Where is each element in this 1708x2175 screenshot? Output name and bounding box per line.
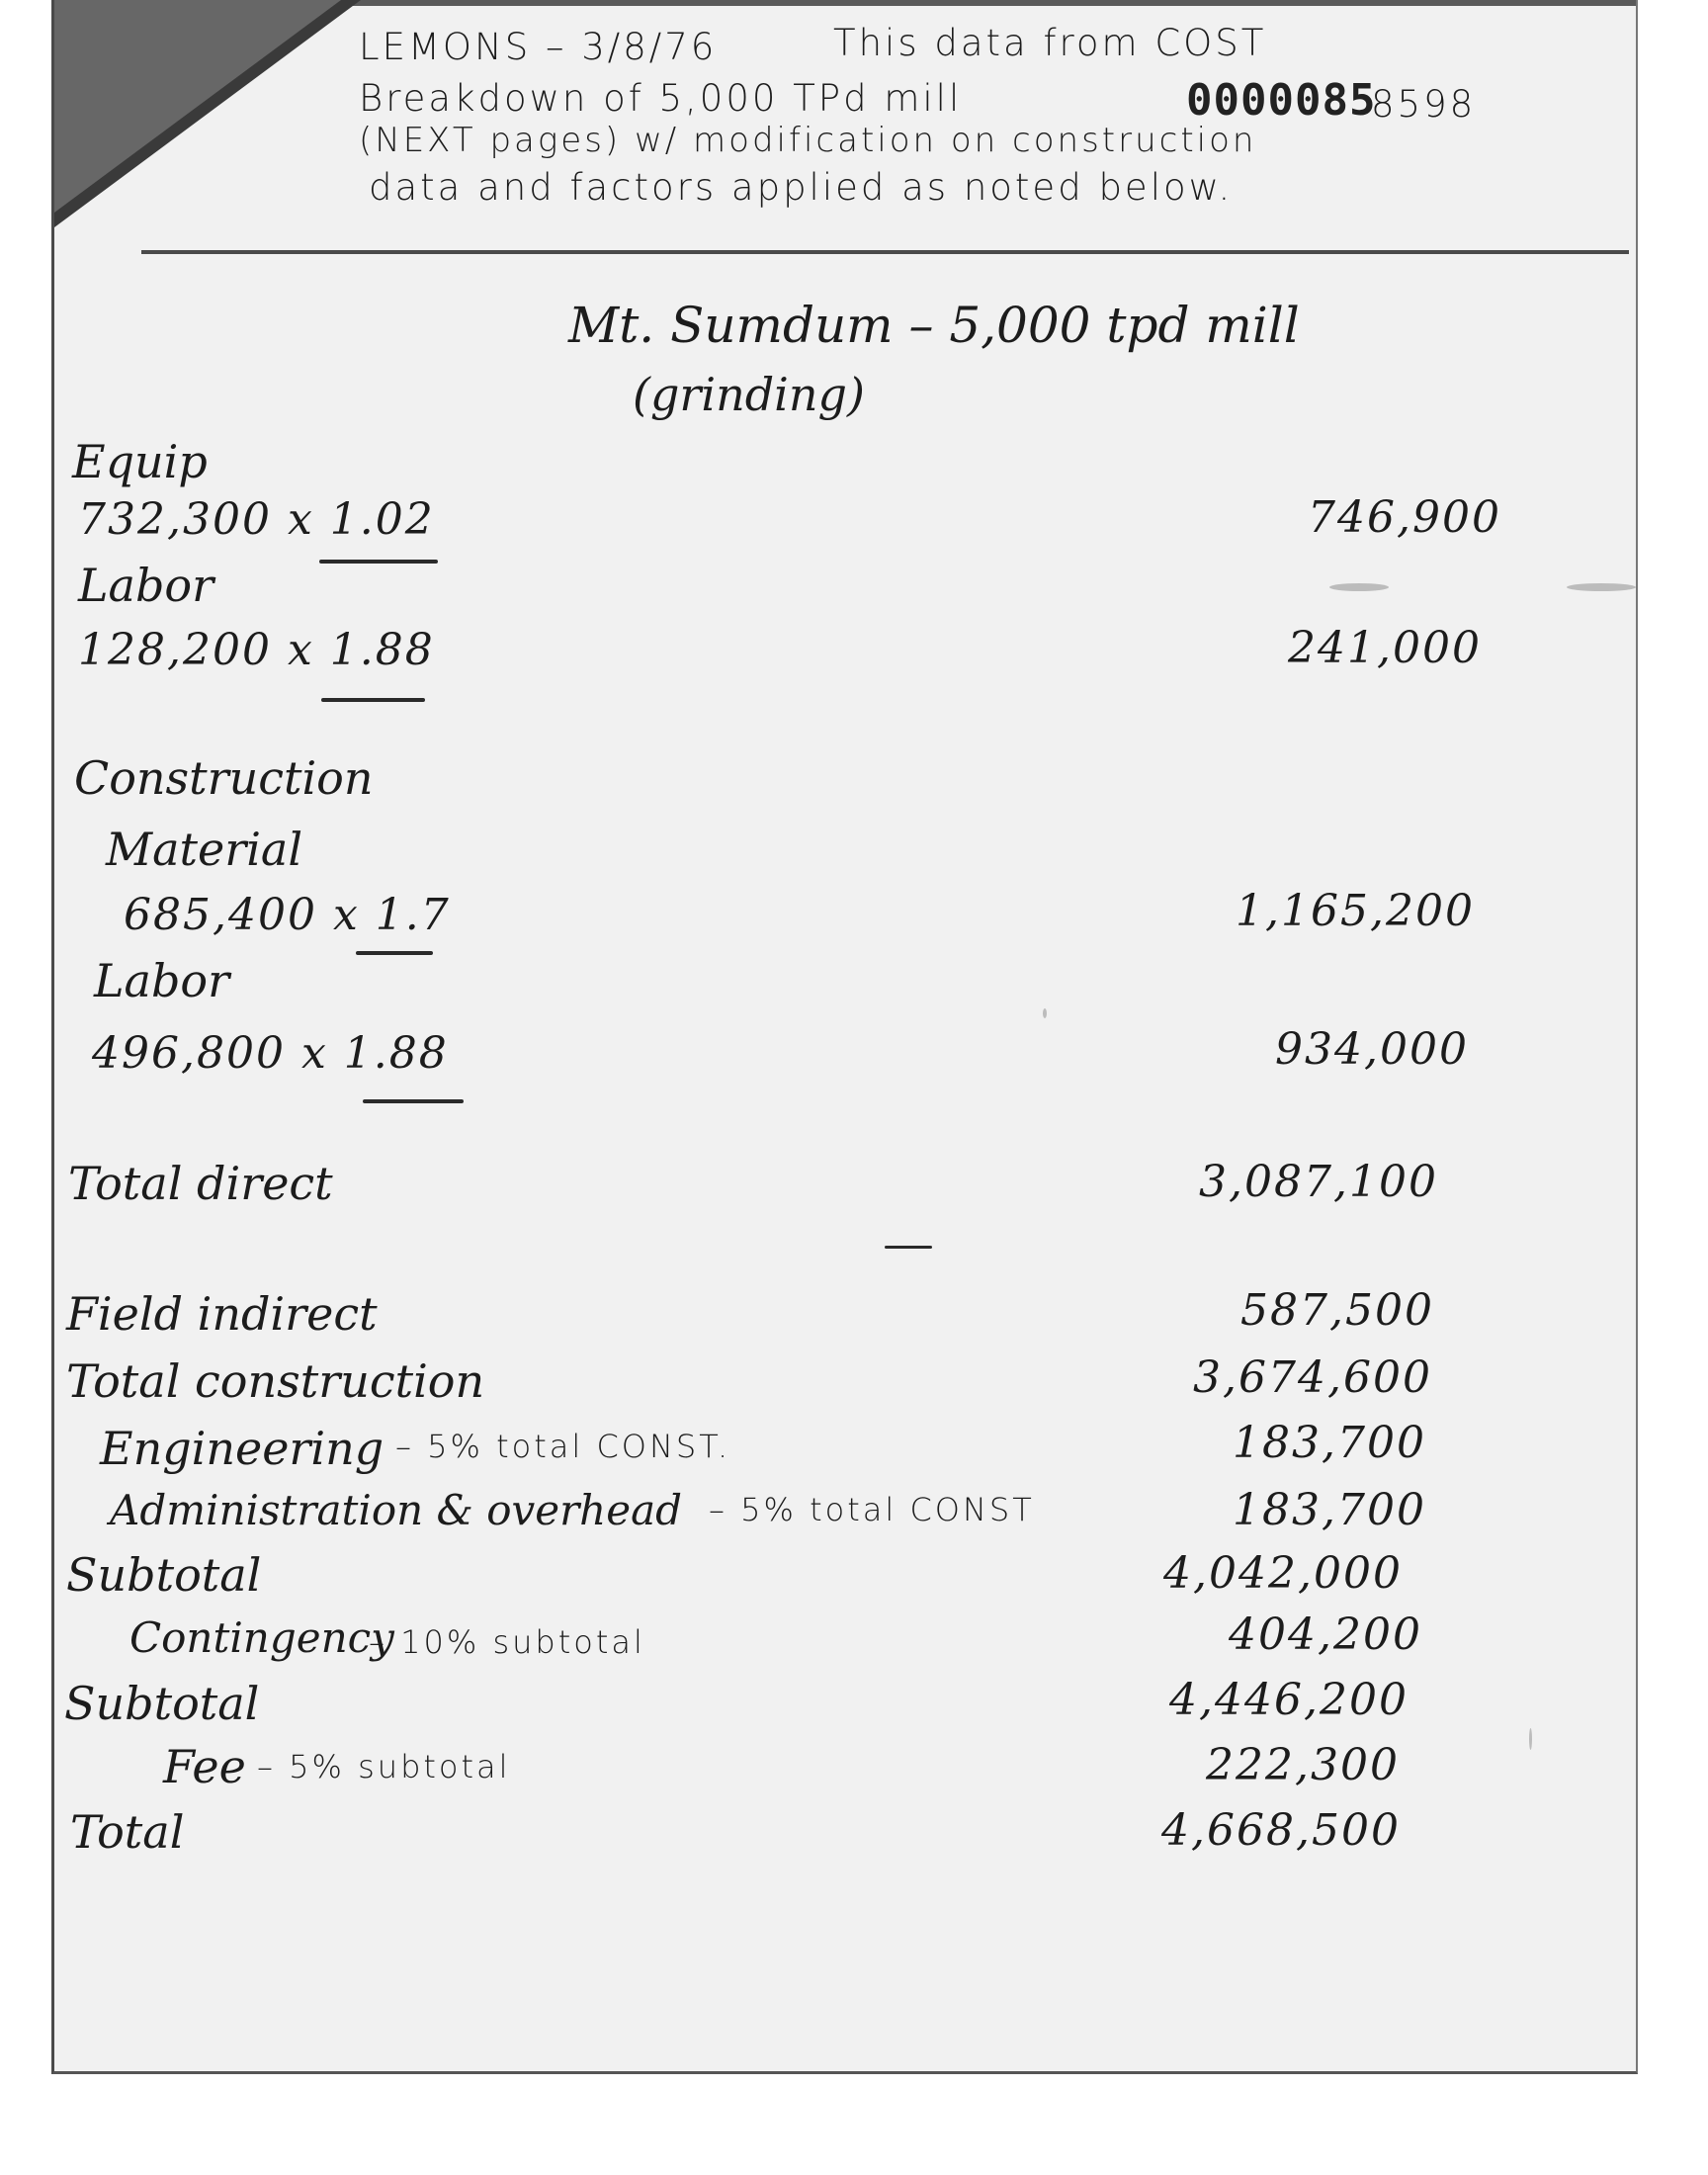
- scan-speck: [1329, 583, 1389, 591]
- administration-label: Administration & overhead: [110, 1486, 683, 1534]
- scan-speck: [1043, 1008, 1047, 1018]
- total-value: 4,668,500: [1161, 1805, 1401, 1856]
- page-title: Mt. Sumdum – 5,000 tpd mill: [568, 297, 1300, 354]
- total-construction-label: Total construction: [66, 1354, 485, 1408]
- subtotal-second-value: 4,446,200: [1169, 1675, 1409, 1725]
- contingency-label: Contingency: [129, 1613, 394, 1662]
- construction-label: Construction: [74, 751, 374, 805]
- total-direct-label: Total direct: [68, 1157, 333, 1210]
- field-indirect-value: 587,500: [1240, 1285, 1434, 1336]
- subtotal-value: 4,042,000: [1163, 1548, 1403, 1599]
- material-value: 1,165,200: [1236, 886, 1475, 936]
- labor-calc: 128,200 x 1.88: [78, 625, 435, 675]
- header-data-line: data and factors applied as noted below.: [369, 166, 1234, 209]
- engineering-note: – 5% total CONST.: [395, 1428, 731, 1465]
- fee-value: 222,300: [1206, 1740, 1400, 1790]
- construction-labor-value: 934,000: [1275, 1024, 1469, 1075]
- header-source-line: This data from COST: [833, 22, 1267, 64]
- document-page: [51, 0, 1638, 2074]
- labor-label: Labor: [78, 559, 214, 612]
- equip-factor-underline: [319, 560, 438, 564]
- subtotal-second-label: Subtotal: [64, 1677, 260, 1730]
- construction-labor-factor-underline: [363, 1099, 464, 1103]
- header-next-pages-line: (NEXT pages) w/ modification on construction: [359, 121, 1257, 160]
- administration-value: 183,700: [1233, 1485, 1426, 1535]
- labor-factor-underline: [321, 698, 425, 702]
- total-construction-value: 3,674,600: [1193, 1352, 1432, 1403]
- contingency-note: – 10% subtotal: [369, 1623, 645, 1661]
- construction-labor-label: Labor: [94, 954, 230, 1007]
- equip-calc: 732,300 x 1.02: [78, 494, 435, 545]
- scan-speck: [1529, 1728, 1532, 1750]
- material-calc: 685,400 x 1.7: [124, 890, 451, 940]
- header-stamp-suffix: 8598: [1371, 83, 1477, 126]
- scan-speck: [1567, 583, 1636, 591]
- administration-note: – 5% total CONST: [709, 1491, 1035, 1528]
- page-subtitle: (grinding): [633, 368, 865, 421]
- document-stamp-number: 0000085: [1186, 75, 1377, 126]
- fee-label: Fee: [163, 1740, 246, 1793]
- header-breakdown-line: Breakdown of 5,000 TPd mill: [359, 77, 963, 120]
- total-label: Total: [70, 1805, 185, 1859]
- header-divider: [141, 250, 1629, 254]
- field-indirect-label: Field indirect: [66, 1287, 378, 1341]
- material-label: Material: [106, 823, 303, 876]
- subtotal-label: Subtotal: [66, 1548, 262, 1602]
- construction-labor-calc: 496,800 x 1.88: [92, 1028, 449, 1079]
- total-direct-value: 3,087,100: [1199, 1157, 1438, 1207]
- material-factor-underline: [356, 951, 433, 955]
- engineering-label: Engineering: [100, 1422, 384, 1475]
- folded-corner-shade: [54, 0, 341, 213]
- stray-dash: [885, 1246, 932, 1249]
- equip-value: 746,900: [1308, 492, 1501, 543]
- equip-label: Equip: [72, 435, 208, 488]
- contingency-value: 404,200: [1229, 1610, 1422, 1660]
- fee-note: – 5% subtotal: [257, 1748, 511, 1785]
- labor-value: 241,000: [1288, 623, 1482, 673]
- header-date-line: LEMONS – 3/8/76: [359, 26, 718, 68]
- engineering-value: 183,700: [1233, 1418, 1426, 1468]
